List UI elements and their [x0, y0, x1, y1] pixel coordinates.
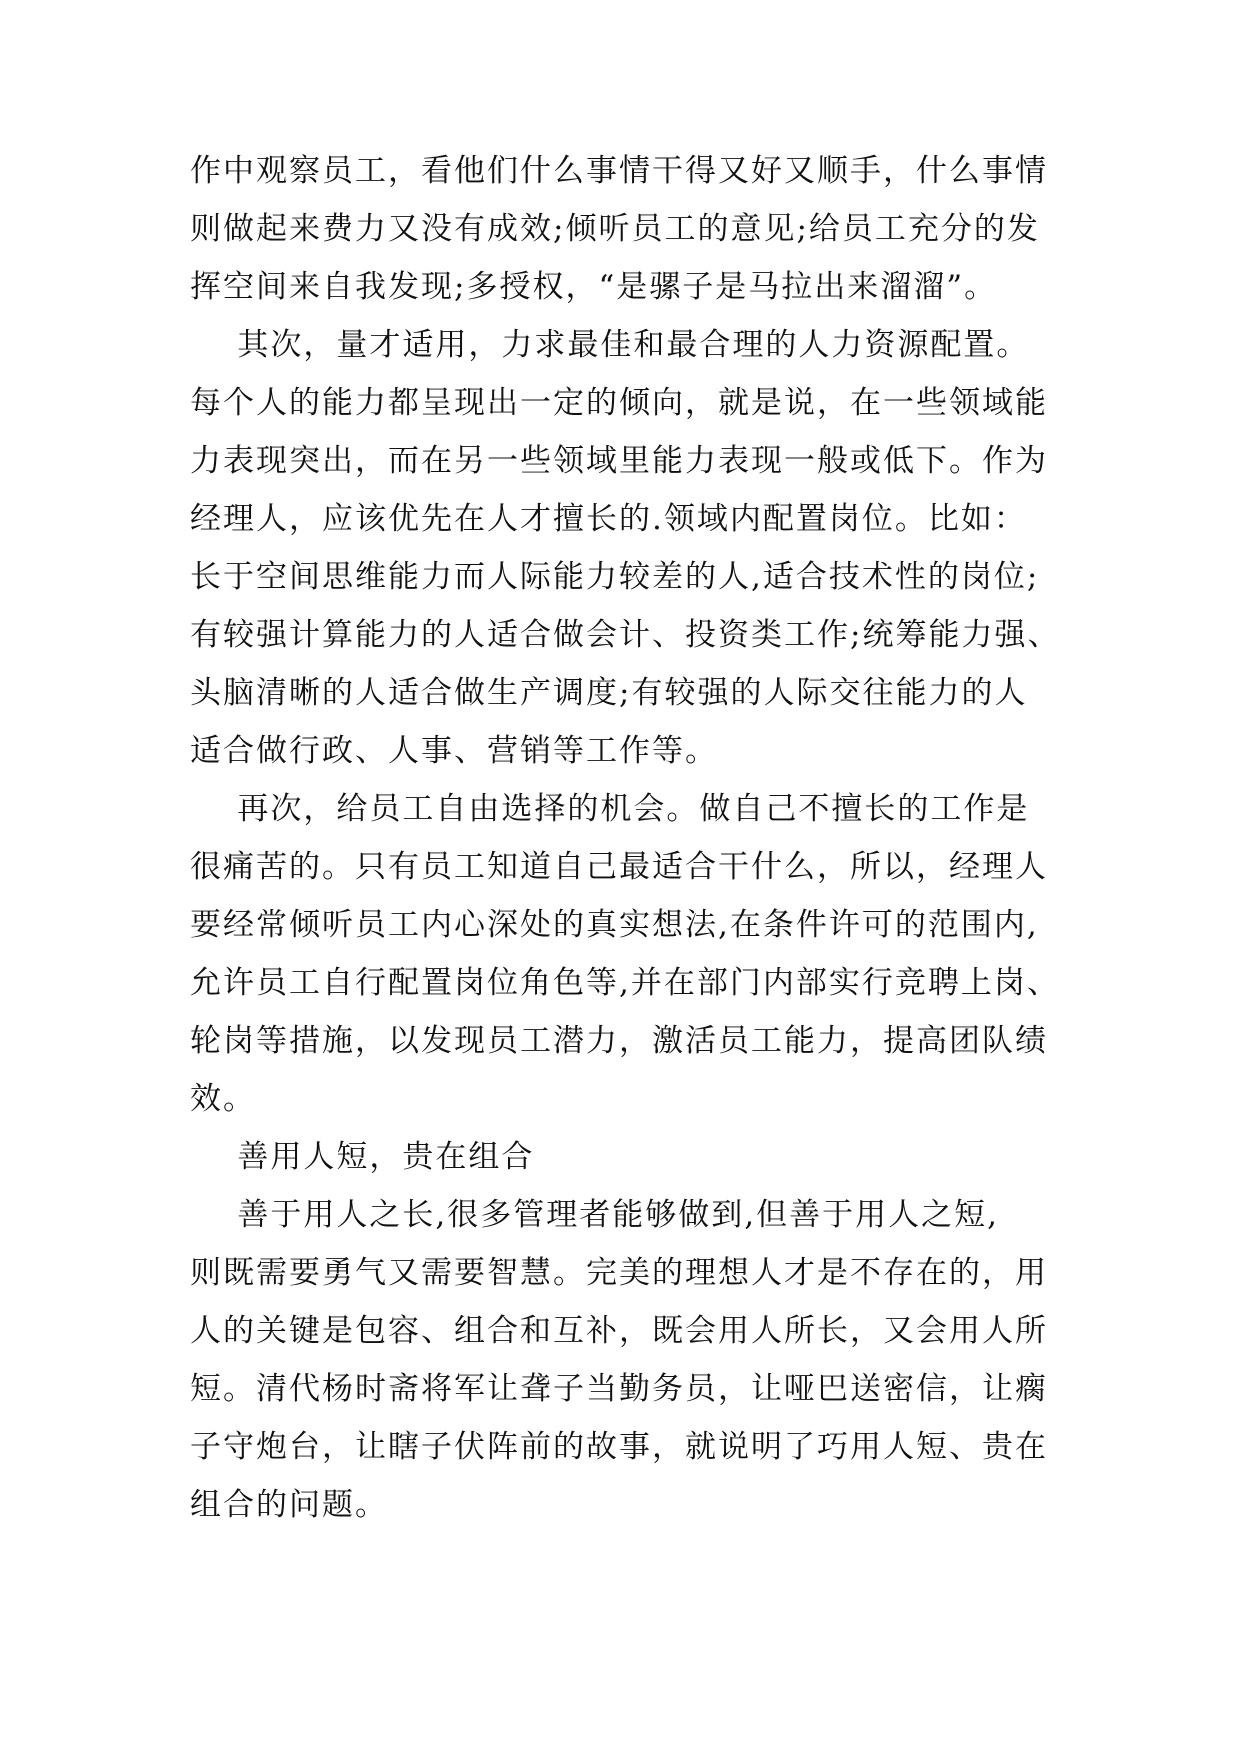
section-heading: 善用人短，贵在组合 — [190, 1139, 535, 1175]
text-line: 每个人的能力都呈现出一定的倾向，就是说，在一些领域能 — [190, 385, 1048, 421]
text-line: 则做起来费力又没有成效;倾听员工的意见;给员工充分的发 — [190, 211, 1040, 247]
text-line: 允许员工自行配置岗位角色等,并在部门内部实行竞聘上岗、 — [190, 965, 1060, 1001]
text-line: 很痛苦的。只有员工知道自己最适合干什么，所以，经理人 — [190, 849, 1048, 885]
text-line: 挥空间来自我发现;多授权，“是骡子是马拉出来溜溜”。 — [190, 269, 998, 305]
text-line: 效。 — [190, 1081, 256, 1117]
text-line: 则既需要勇气又需要智慧。完美的理想人才是不存在的，用 — [190, 1255, 1048, 1291]
paragraph-start-line: 善于用人之长,很多管理者能够做到,但善于用人之短, — [190, 1197, 999, 1233]
text-line: 经理人，应该优先在人才擅长的.领域内配置岗位。比如： — [190, 501, 1027, 537]
text-line: 短。清代杨时斋将军让聋子当勤务员，让哑巴送密信，让瘸 — [190, 1371, 1048, 1407]
text-line: 作中观察员工，看他们什么事情干得又好又顺手，什么事情 — [190, 153, 1048, 189]
text-line: 组合的问题。 — [190, 1487, 388, 1523]
text-line: 适合做行政、人事、营销等工作等。 — [190, 733, 718, 769]
text-line: 长于空间思维能力而人际能力较差的人,适合技术性的岗位; — [190, 559, 1040, 595]
text-line: 子守炮台，让瞎子伏阵前的故事，就说明了巧用人短、贵在 — [190, 1429, 1048, 1465]
text-line: 头脑清晰的人适合做生产调度;有较强的人际交往能力的人 — [190, 675, 1028, 711]
text-line: 人的关键是包容、组合和互补，既会用人所长，又会用人所 — [190, 1313, 1048, 1349]
text-line: 轮岗等措施，以发现员工潜力，激活员工能力，提高团队绩 — [190, 1023, 1048, 1059]
text-line: 力表现突出，而在另一些领域里能力表现一般或低下。作为 — [190, 443, 1048, 479]
paragraph-start-line: 其次，量才适用，力求最佳和最合理的人力资源配置。 — [190, 327, 1030, 363]
text-line: 有较强计算能力的人适合做会计、投资类工作;统筹能力强、 — [190, 617, 1061, 653]
text-line: 要经常倾听员工内心深处的真实想法,在条件许可的范围内, — [190, 907, 1039, 943]
paragraph-start-line: 再次，给员工自由选择的机会。做自己不擅长的工作是 — [190, 791, 1030, 827]
